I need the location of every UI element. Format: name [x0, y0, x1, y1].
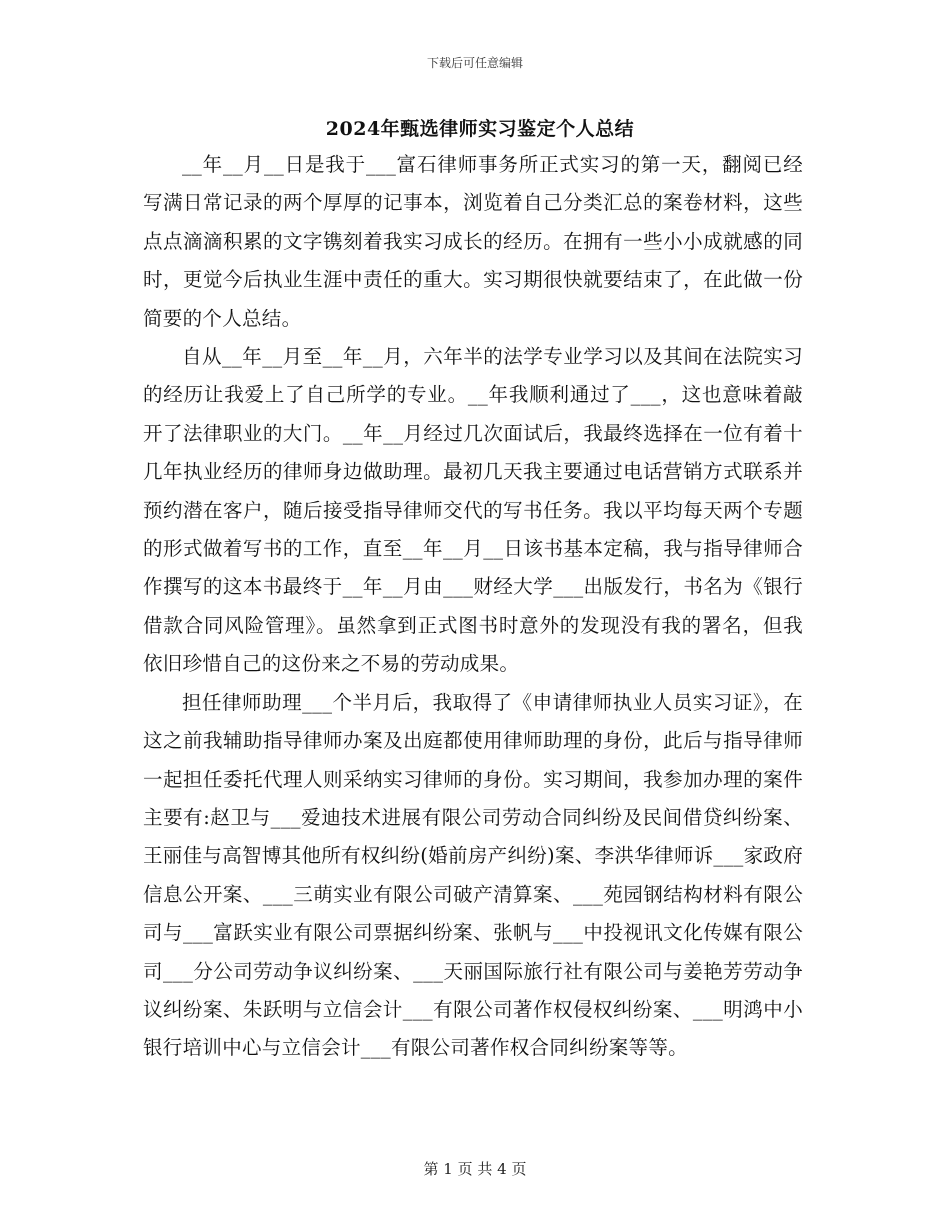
page-number-footer: 第 1 页 共 4 页 [423, 1160, 527, 1178]
document-title: 2024年甄选律师实习鉴定个人总结 [325, 118, 635, 140]
paragraph-1: __年__月__日是我于___富石律师事务所正式实习的第一天，翻阅已经写满日常记录的两个厚厚的记事本，浏览着自己分类汇总的案卷材料，这些点点滴滴积累的文字镌刻着我实习成长的经历。在拥有一些小小成就感的同时，更觉今后执业生涯中责任的重大。实习期很快就要结束了，在此做一份简要的个人总结。 [143, 153, 803, 330]
document-body [143, 146, 803, 1068]
header-note: 下载后可任意编辑 [426, 56, 523, 70]
paragraph-2: 自从__年__月至__年__月，六年半的法学专业学习以及其间在法院实习的经历让我爱上了自己所学的专业。__年我顺利通过了___，这也意味着敲开了法律职业的大门。__年__月经过几次面试后，我最终选择在一位有着十几年执业经历的律师身边做助理。最初几天我主要通过电话营销方式联系并预约潜在客户，随后接受指导律师交代的写书任务。我以平均每天两个专题的形式做着写书的工作，直至__年__月__日该书基本定稿，我与指导律师合作撰写的这本书最终于__年__月由___财经大学___出版发行，书名为《银行借款合同风险管理》。虽然拿到正式图书时意外的发现没有我的署名，但我依旧珍惜自己的这份来之不易的劳动成果。 [143, 345, 803, 676]
paragraph-3: 担任律师助理___个半月后，我取得了《申请律师执业人员实习证》，在这之前我辅助指导律师办案及出庭都使用律师助理的身份，此后与指导律师一起担任委托代理人则采纳实习律师的身份。实习期间，我参加办理的案件主要有:赵卫与___爱迪技术进展有限公司劳动合同纠纷及民间借贷纠纷案、王丽佳与高智博其他所有权纠纷(婚前房产纠纷)案、李洪华律师诉___家政府信息公开案、___三萌实业有限公司破产清算案、___苑园钢结构材料有限公司与___富跃实业有限公司票据纠纷案、张帆与___中投视讯文化传媒有限公司___分公司劳动争议纠纷案、___天丽国际旅行社有限公司与姜艳芳劳动争议纠纷案、朱跃明与立信会计___有限公司著作权侵权纠纷案、___明鸿中小银行培训中心与立信会计___有限公司著作权合同纠纷案等等。 [143, 690, 803, 1060]
